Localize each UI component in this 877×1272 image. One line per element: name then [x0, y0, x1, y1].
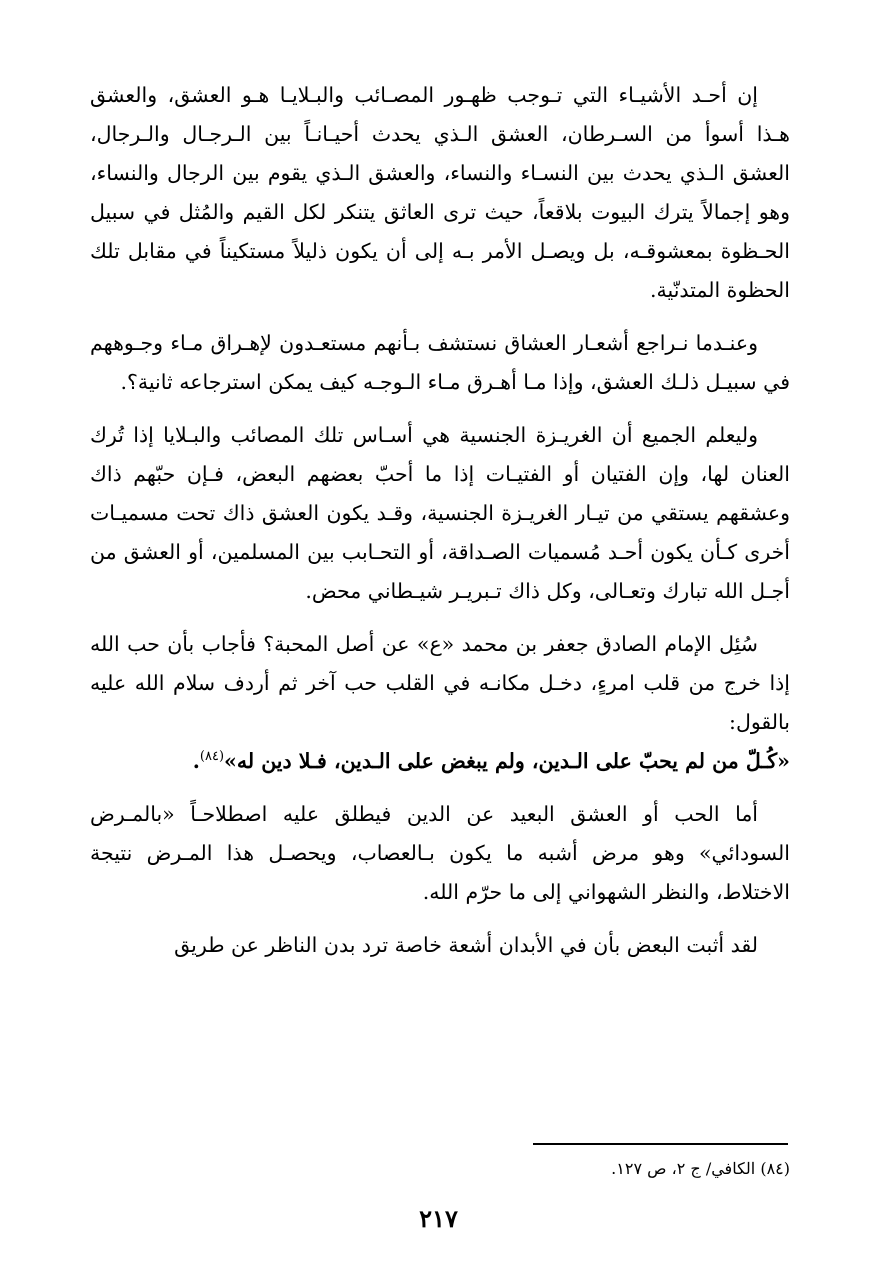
hadith-quote-text: «كُـلّ من لم يحبّ على الـدين، ولم يبغض على الـدين، فـلا دين له»	[224, 749, 790, 773]
paragraph-2: وعنـدما نـراجع أشعـار العشاق نستشف بـأنهم مستعـدون لإهـراق مـاء وجـوههم في سبيـل ذلـك العشق، وإذا مـا أهـرق مـاء الـوجـه كيف يمكن استرجاعه ثانية؟.	[90, 331, 790, 394]
paragraph-3: وليعلم الجميع أن الغريـزة الجنسية هي أسـاس تلك المصائب والبـلايا إذا تُرك العنان لها، وإن الفتيان أو الفتيـات إذا ما أحبّ بعضهم البعض، فـإن حبّهم ذاك وعشقهم يستقي من تيـار الغريـزة الجنسية، وقـد يكون العشق ذاك تحت مسميـات أخرى كـأن يكون أحـد مُسميات الصـداقة، أو التحـابب بين المسلمين، أو العشق من أجـل الله تبارك وتعـالى، وكل ذاك تـبريـر شيـطاني محض.	[90, 423, 790, 603]
paragraph-5: أما الحب أو العشق البعيد عن الدين فيطلق عليه اصطلاحـاً «بالمـرض السودائي» وهو مرض أشبه ما يكون بـالعصاب، ويحصـل هذا المـرض نتيجة الاختلاط، والنظر الشهواني إلى ما حرّم الله.	[90, 802, 790, 904]
page-number: ٢١٧	[419, 1204, 458, 1233]
page-body	[90, 76, 790, 979]
footnote-marker[interactable]: (٨٤)	[199, 749, 225, 765]
footnote: (٨٤) الكافي/ ج ٢، ص ١٢٧.	[611, 1159, 790, 1178]
footnote-divider	[533, 1143, 788, 1145]
paragraph-1: إن أحـد الأشيـاء التي تـوجب ظهـور المصـائب والبـلايـا هـو العشق، والعشق هـذا أسوأ من السـرطان، العشق الـذي يحدث أحيـانـاً بين الـرجـال والـرجال، العشق الـذي يحدث بين النسـاء والنساء، والعشق الـذي يقوم بين الرجال والنساء، وهو إجمالاً يترك البيوت بلاقعاً، حيث ترى العاثق يتنكر لكل القيم والمُثل في سبيل الحـظوة بمعشوقـه، بل ويصـل الأمر بـه إلى أن يكون ذليلاً مستكيناً في مقابل تلك الحظوة المتدنّية.	[90, 83, 790, 302]
hadith-quote: «كُـلّ من لم يحبّ على الـدين، ولم يبغض على الـدين، فـلا دين له»$^{(٨٤)}$.	[192, 749, 790, 773]
paragraph-6: لقد أثبت البعض بأن في الأبدان أشعة خاصة ترد بدن الناظر عن طريق	[174, 933, 758, 957]
paragraph-4: سُئِل الإمام الصادق جعفر بن محمد «ع» عن أصل المحبة؟ فأجاب بأن حب الله إذا خرج من قلب امرءٍ، دخـل مكانـه في القلب حب آخر ثم أردف سلام الله عليه بالقول:	[90, 632, 790, 734]
